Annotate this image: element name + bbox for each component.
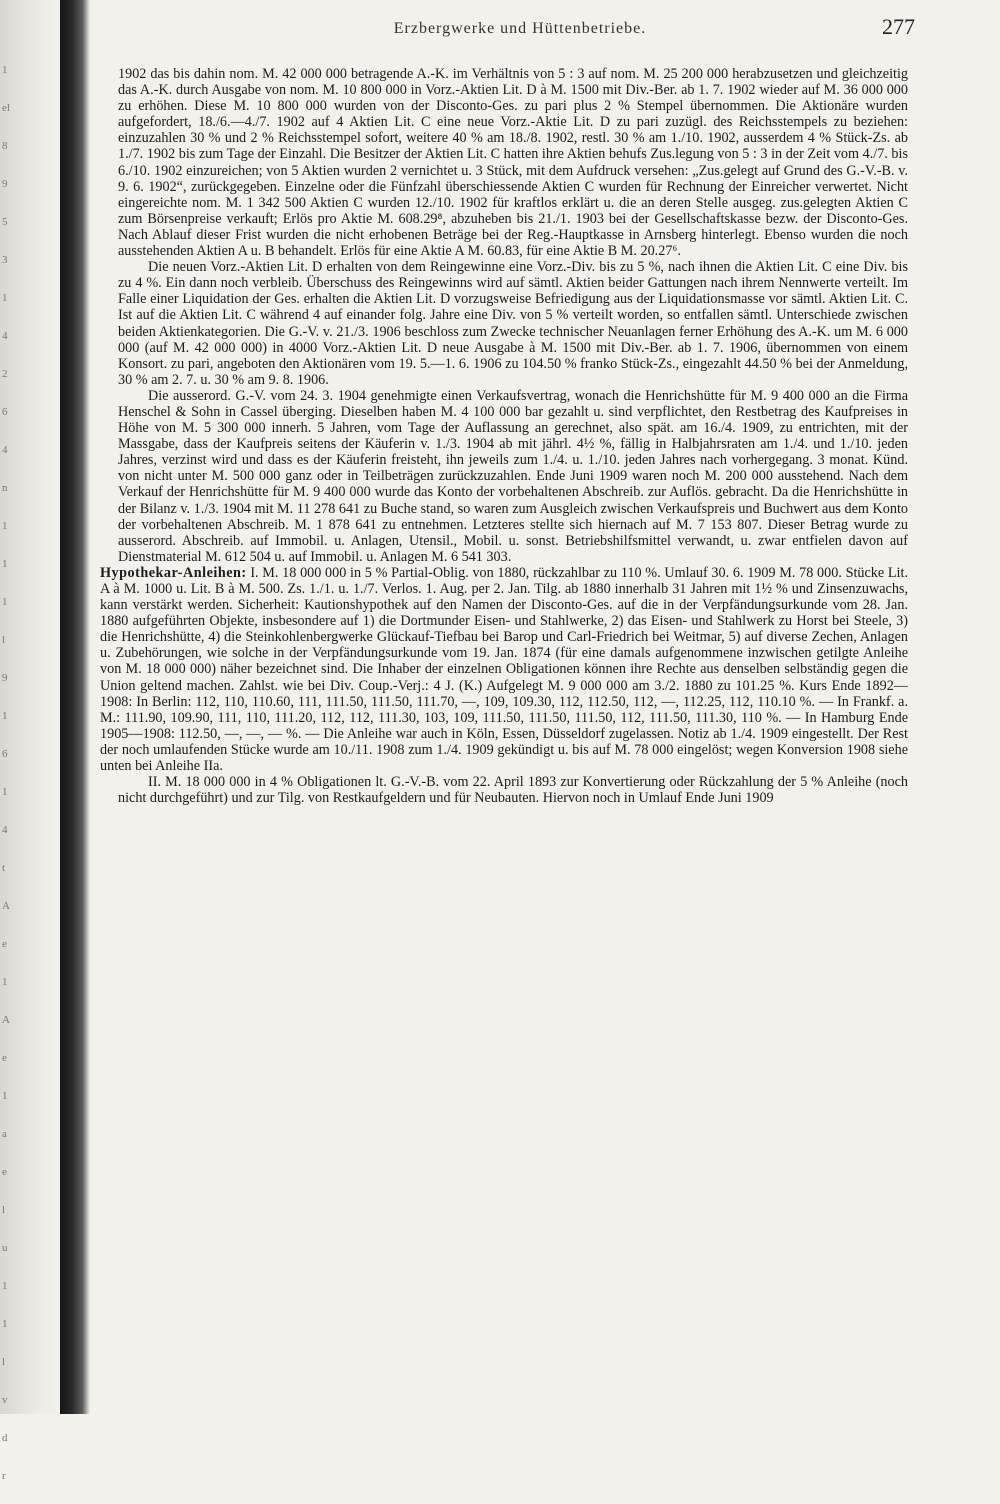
margin-fragment: 6 xyxy=(2,406,8,418)
margin-fragment: 1 xyxy=(2,1090,8,1102)
paragraph-text: I. M. 18 000 000 in 5 % Partial-Oblig. von 1880, rückzahlbar zu 110 %. Umlauf 30. 6. 1909 M. 78 000. Stücke Lit. A à M. 1000 u. Lit. B à M. 500. Zs. 1./1. u. 1./7. Verlos. 1. Aug. per 2. Jan. Tilg. ab 1880 innerhalb 31 Jahren mit 1½ % und Zinsenzuwachs, kann verstärkt werden. Sicherheit: Kautionshypothek auf den Namen der Disconto-Ges. auf die in der Verpfändungsurkunde vom 28. Jan. 1880 aufgeführten Objekte, insbesondere auf 1) die Dortmunder Eisen- und Stahlwerke, 2) das Eisen- und Stahlwerk zu Horst bei Steele, 3) die Henrichshütte, 4) die Steinkohlenbergwerke Glückauf-Tiefbau bei Barop und Carl-Friedrich bei Weitmar, 5) auf diverse Zechen, Anlagen u. Zubehörungen, wie solche in der Verpfändungsurkunde vom 19. Jan. 1874 (für eine damals aufgenommene inzwischen getilgte Anleihe von M. 18 000 000) näher bezeichnet sind. Die Inhaber der einzelnen Obligationen können ihre Rechte aus denselben selbständig gegen die Union geltend machen. Zahlst. wie bei Div. Coup.-Verj.: 4 J. (K.) Aufgelegt M. 9 000 000 am 3./2. 1880 zu 101.25 %. Kurs Ende 1892—1908: In Berlin: 112, 110, 110.60, 111, 111.50, 111.50, 111.70, —, 109, 109.30, 112, 112.50, 112, —, 112.25, 112, 110.10 %. — In Frankf. a. M.: 111.90, 109.90, 111, 110, 111.20, 112, 112, 111.30, 103, 109, 111.50, 111.50, 111.50, 112, 111.50, 111.30, 110 %. — In Hamburg Ende 1905—1908: 112.50, —, —, — %. — Die Anleihe war auch in Köln, Essen, Düsseldorf zugelassen. Notiz ab 1./4. 1909 eingestellt. Der Rest der noch umlaufenden Stücke wurde am 10./11. 1908 zum 1./4. 1909 gekündigt u. bis auf M. 78 000 eingelöst; wegen Konversion 1908 siehe unten bei Anleihe IIa. xyxy=(100,564,908,775)
margin-fragment: A xyxy=(2,1014,10,1026)
margin-fragment: l xyxy=(2,1356,6,1368)
margin-fragment: 1 xyxy=(2,558,8,570)
margin-fragment: e xyxy=(2,1052,7,1064)
margin-fragment: l xyxy=(2,1204,6,1216)
margin-fragment: 9 xyxy=(2,178,8,190)
margin-fragment: 1 xyxy=(2,1280,8,1292)
paragraph-text: 1902 das bis dahin nom. M. 42 000 000 betragende A.-K. im Verhältnis von 5 : 3 auf nom. M. 25 200 000 herabzusetzen und gleichzeitig das A.-K. durch Ausgabe von nom. M. 10 800 000 in Vorz.-Aktien Lit. D à M. 1500 mit Div.-Ber. ab 1. 7. 1902 wieder auf M. 36 000 000 zu erhöhen. Diese M. 10 800 000 wurden von der Disconto-Ges. zu pari plus 2 % Stempel übernommen. Die Aktionäre wurden aufgefordert, 18./6.—4./7. 1902 auf 4 Aktien Lit. C eine neue Vorz.-Aktie Lit. D zu pari zuzügl. des Reichsstempels zu beziehen: einzuzahlen 30 % und 2 % Reichsstempel sofort, weitere 40 % am 18./8. 1902, restl. 30 % am 1./10. 1902, ausserdem 4 % Stück-Zs. ab 1./7. 1902 bis zum Tage der Einzahl. Die Besitzer der Aktien Lit. C hatten ihre Aktien behufs Zus.legung von 5 : 3 in der Zeit vom 4./7. bis 6./10. 1902 einzureichen; von 5 Aktien wurden 2 vernichtet u. 3 Stück, mit dem Aufdruck versehen: „Zus.gelegt auf Grund des G.-V.-B. v. 9. 6. 1902“, zurückgegeben. Einzelne oder die Fünfzahl überschiessende Aktien C wurden für Rechnung der Einreicher verwertet. Nicht eingereichte nom. M. 1 342 500 Aktien C wurden 12./10. 1902 für kraftlos erklärt u. die an deren Stelle ausgeg. zus.gelegten Aktien C zum Börsenpreise verkauft; Erlös pro Aktie M. 608.29⁸, abzuheben bis 21./1. 1903 bei der Gesellschaftskasse bezw. der Disconto-Ges. Nach Ablauf dieser Frist wurden die nicht erhobenen Beträge bei der Reg.-Hauptkasse in Arnsberg hinterlegt. Ebenso wurden die noch ausstehenden Aktien A u. B behandelt. Erlös für eine Aktie A M. 60.83, für eine Aktie B M. 20.27⁶. xyxy=(118,66,908,260)
margin-fragment: el xyxy=(2,102,10,114)
margin-fragment: 4 xyxy=(2,444,8,456)
margin-fragment: e xyxy=(2,1166,7,1178)
paragraph xyxy=(118,259,908,388)
margin-fragment: 9 xyxy=(2,672,8,684)
margin-fragment: d xyxy=(2,1432,8,1444)
margin-fragment: 8 xyxy=(2,140,8,152)
paragraph xyxy=(118,66,908,259)
margin-fragment: 1 xyxy=(2,596,8,608)
book-binding-shadow xyxy=(60,0,90,1414)
margin-fragment: 1 xyxy=(2,710,8,722)
paragraph xyxy=(100,565,908,774)
margin-fragment: 4 xyxy=(2,330,8,342)
paragraph xyxy=(118,774,908,806)
facing-page-margin-fragments xyxy=(2,60,42,1482)
margin-fragment: 2 xyxy=(2,368,8,380)
margin-fragment: l xyxy=(2,634,6,646)
margin-fragment: 1 xyxy=(2,1318,8,1330)
paragraph-text: Die ausserord. G.-V. vom 24. 3. 1904 genehmigte einen Verkaufsvertrag, wonach die Henrichshütte für M. 9 400 000 an die Firma Henschel & Sohn in Cassel überging. Dieselben haben M. 4 100 000 bar gezahlt u. sind verpflichtet, den Restbetrag des Kaufpreises in Höhe von M. 5 300 000 innerh. 5 Jahren, vom Tage der Auflassung an gerechnet, also spät. am 16./4. 1909, zu entrichten, mit der Massgabe, dass der Kaufpreis seitens der Käuferin v. 1./3. 1904 ab mit jährl. 4½ %, fällig in Halbjahrsraten am 1./4. und 1./10. jeden Jahres, verzinst wird und dass es der Käuferin freisteht, ihn jeweils zum 1./4. u. 1./10. jeden Jahres nach vorhergegang. 3 monat. Künd. von nicht unter M. 500 000 ganz oder in Teilbeträgen zurückzuzahlen. Ende Juni 1909 waren noch M. 200 000 ausstehend. Nach dem Verkauf der Henrichshütte für M. 9 400 000 wurde das Konto der vorbehaltenen Abschreib. zur Auflös. gebracht. Da die Henrichshütte in der Bilanz v. 1./3. 1904 mit M. 11 278 641 zu Buche stand, so waren zum Ausgleich zwischen Verkaufspreis und Buchwert aus dem Konto der vorbehaltenen Abschreib. M. 1 878 641 zu entnehmen. Letzteres stellte sich hiernach auf M. 7 153 807. Dieser Betrag wurde zu ausserord. Abschreib. auf Immobil. u. Anlagen, Utensil., Mobil. u. sonst. Betriebshilfsmittel verwandt, u. zwar entfielen davon auf Dienstmaterial M. 612 504 u. auf Immobil. u. Anlagen M. 6 541 303. xyxy=(118,387,908,565)
paragraph-text: II. M. 18 000 000 in 4 % Obligationen lt. G.-V.-B. vom 22. April 1893 zur Konvertierung oder Rückzahlung der 5 % Anleihe (noch nicht durchgeführt) und zur Tilg. von Restkaufgeldern und für Neubauten. Hiervon noch in Umlauf Ende Juni 1909 xyxy=(118,774,908,807)
paragraph xyxy=(118,388,908,565)
running-head: Erzbergwerke und Hüttenbetriebe. xyxy=(393,20,647,37)
page-body xyxy=(100,66,908,807)
paragraph-text: Die neuen Vorz.-Aktien Lit. D erhalten von dem Reingewinne eine Vorz.-Div. bis zu 5 %, nach ihnen die Aktien Lit. C eine Div. bis zu 4 %. Ein dann noch verbleib. Überschuss des Reingewinns wird auf sämtl. Aktien beider Gattungen nach ihrem Nennwerte verteilt. Im Falle einer Liquidation der Ges. erhalten die Aktien Lit. D vorzugsweise Befriedigung aus der Liquidationsmasse vor sämtl. Aktien Lit. C. Ist auf die Aktien Lit. C während 4 auf einander folg. Jahre eine Div. von 5 % verteilt worden, so entfallen sämtl. Unterschiede zwischen beiden Aktienkategorien. Die G.-V. v. 21./3. 1906 beschloss zum Zwecke technischer Neuanlagen ferner Erhöhung des A.-K. um M. 6 000 000 (auf M. 42 000 000) in 4000 Vorz.-Aktien Lit. D neue Ausgabe à M. 1500 mit Div.-Ber. ab 1. 7. 1906, übernommen von einem Konsort. zu pari, angeboten den Aktionären vom 19. 5.—1. 6. 1906 zu 104.50 % franko Stück-Zs., eingezahlt 44.50 % bei der Anmeldung, 30 % am 2. 7. u. 30 % am 9. 8. 1906. xyxy=(118,259,908,388)
margin-fragment: 1 xyxy=(2,976,8,988)
margin-fragment: e xyxy=(2,938,7,950)
page-number: 277 xyxy=(882,14,915,39)
margin-fragment: r xyxy=(2,1470,6,1482)
margin-fragment: a xyxy=(2,1128,7,1140)
margin-fragment: 5 xyxy=(2,216,8,228)
page-header xyxy=(130,14,915,44)
margin-fragment: 6 xyxy=(2,748,8,760)
margin-fragment: 4 xyxy=(2,824,8,836)
margin-fragment: n xyxy=(2,482,8,494)
margin-fragment: t xyxy=(2,862,6,874)
margin-fragment: 1 xyxy=(2,64,8,76)
margin-fragment: u xyxy=(2,1242,8,1254)
margin-fragment: 1 xyxy=(2,292,8,304)
margin-fragment: A xyxy=(2,900,10,912)
margin-fragment: 1 xyxy=(2,786,8,798)
margin-fragment: v xyxy=(2,1394,8,1406)
section-lead: Hypothekar-Anleihen: xyxy=(100,564,247,581)
margin-fragment: 1 xyxy=(2,520,8,532)
margin-fragment: 3 xyxy=(2,254,8,266)
